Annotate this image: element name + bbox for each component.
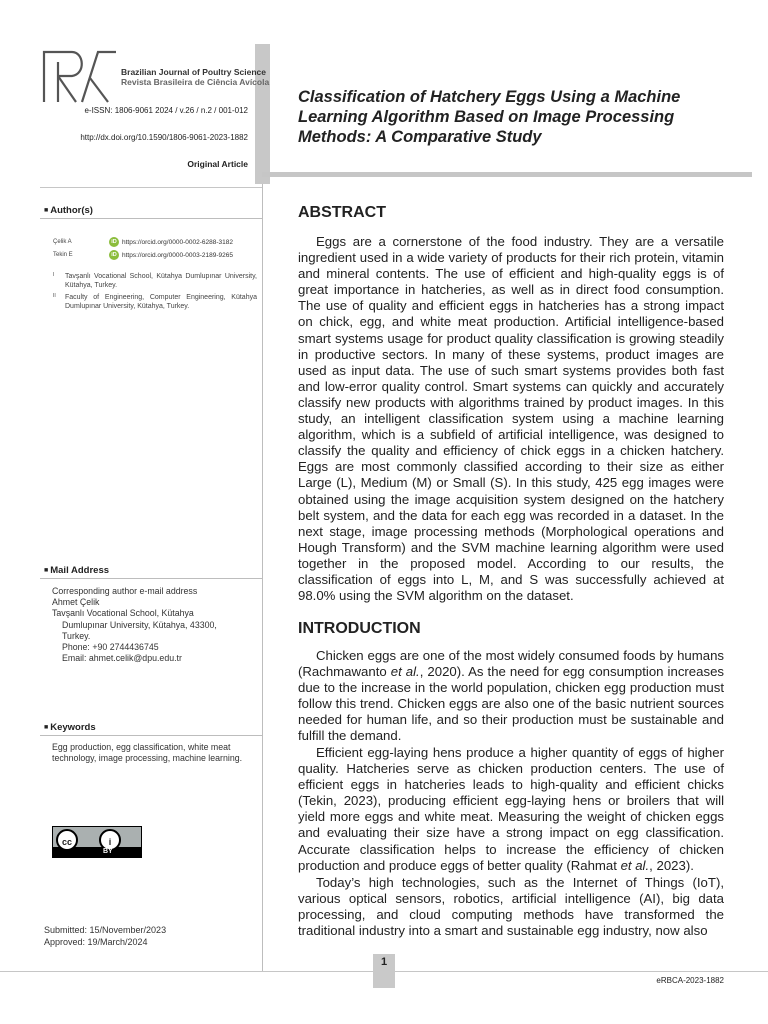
page-number: 1 [380, 956, 388, 968]
cc-icon: cc [56, 829, 78, 851]
orcid-link[interactable]: https://orcid.org/0000-0002-6288-3182 [122, 239, 233, 246]
text-run: Chicken eggs are one of the most widely consumed foods by humans (Rachmawanto [298, 648, 724, 680]
header-gray-bar [255, 44, 270, 184]
article-title: Classification of Hatchery Eggs Using a Machine Learning Algorithm Based on Image Processing Methods: A Comparative Study [298, 88, 681, 146]
issn-line: e-ISSN: 1806-9061 2024 / v.26 / n.2 / 001-012 [84, 106, 248, 115]
mail-line: Ahmet Çelik [52, 597, 100, 608]
journal-logo-icon [42, 48, 118, 104]
mail-phone: Phone: +90 2744436745 [62, 642, 159, 653]
abstract-text: Eggs are a cornerstone of the food industry. They are a versatile ingredient used in a wide variety of products for their rich protein, vitamin and mineral contents. The use of efficient and high-quality eggs is of great importance in hatcheries, as well as in direct food consumption. The use of quality and efficient eggs in hatcheries has a strong impact on chick, egg, and white meat production. Artificial intelligence-based smart systems usage for product quality classification is growing steadily in productive sectors. In many of these systems, product images are used as input data. The use of such smart systems provides both fast and low-error quality control. Smart systems can quickly and accurately classify new products with algorithms trained by product images. In this study, an intelligent classification system using a machine learning algorithm, which is a subfield of artificial intelligence, was designed to classify the quality and efficiency of chick eggs in a chicken hatchery. Eggs are most commonly classified according to their size as either Large (L), Medium (M) or Small (S). In this study, 425 egg images were obtained using the image acquisition system designed on the hatchery belt system, and the data for each egg was recorded in a dataset. In the next stage, image processing methods (Morphological operations and Hough Transform) and the SVM machine learning algorithm were used together in the proposed model. According to our results, the classification of eggs into L, M, and S was successfully achieved at 98.0% using the SVM algorithm on the dataset. [298, 234, 724, 604]
journal-name-pt: Revista Brasileira de Ciência Avícola [121, 77, 270, 87]
mail-line: Corresponding author e-mail address [52, 586, 198, 596]
introduction-heading: INTRODUCTION [298, 620, 421, 637]
approved-date: Approved: 19/March/2024 [44, 937, 148, 947]
submission-dates [44, 924, 166, 948]
intro-paragraph-2 [298, 745, 724, 874]
attribution-person-icon: i [99, 829, 121, 851]
keywords-heading-rule [40, 735, 262, 736]
title-divider [262, 172, 752, 177]
mail-heading: ■ Mail Address [44, 565, 109, 576]
cc-license-badge[interactable] [52, 826, 142, 858]
keywords-text: Egg production, egg classification, white meat technology, image processing, machine learning. [52, 742, 243, 764]
mail-heading-rule [40, 578, 262, 579]
authors-heading-rule [40, 218, 262, 219]
article-type: Original Article [187, 159, 248, 169]
authors-heading: ■ Author(s) [44, 205, 93, 216]
author-row [53, 250, 257, 262]
keywords-heading: ■ Keywords [44, 722, 96, 733]
orcid-icon: iD [109, 237, 119, 247]
affiliation-number: II [53, 293, 56, 299]
mail-line: Dumlupınar University, Kütahya, 43300, [62, 619, 217, 630]
mail-line: Tavşanlı Vocational School, Kütahya [52, 608, 194, 619]
et-al: et al. [620, 857, 650, 873]
text-run: , 2023). [649, 857, 694, 873]
author-name: Tekin E [53, 252, 73, 258]
sidebar-divider [40, 187, 262, 188]
license-by-label: BY [103, 848, 113, 855]
mail-address-block [52, 586, 262, 664]
footer-article-id: eRBCA-2023-1882 [656, 976, 724, 985]
affiliation-1 [53, 272, 257, 290]
mail-email[interactable]: Email: ahmet.celik@dpu.edu.tr [62, 653, 182, 664]
affiliation-2 [53, 293, 257, 311]
column-divider [262, 184, 263, 972]
submitted-date: Submitted: 15/November/2023 [44, 925, 167, 935]
orcid-icon: iD [109, 250, 119, 260]
journal-name-en: Brazilian Journal of Poultry Science [121, 67, 267, 77]
mail-line: Turkey. [62, 630, 91, 641]
abstract-heading: ABSTRACT [298, 204, 386, 221]
et-al: et al. [390, 664, 420, 680]
affiliation-number: I [53, 272, 55, 278]
author-name: Çelik A [53, 239, 72, 245]
author-row [53, 237, 257, 249]
text-run: , 2020). As the need for egg consumption increases due to the increase in the world population, chicken egg production must follow this trend. Chicken eggs are also one of the basic nutrient sources needed for human life, and so their production must be sustainable and fulfill the demand. [298, 664, 724, 744]
doi-link[interactable]: http://dx.doi.org/10.1590/1806-9061-2023-1882 [80, 133, 248, 142]
intro-paragraph-1 [298, 648, 724, 745]
affiliation-text: Tavşanlı Vocational School, Kütahya Dumlupınar University, Kütahya, Turkey. [65, 273, 257, 289]
text-run: Efficient egg-laying hens produce a higher quantity of eggs of higher quality. Hatcheries serve as chicken production centers. The use of efficient eggs in hatcheries leads to high-quality and efficient chicks (Tekin, 2023), producing efficient egg-laying hens or broilers that will yield more eggs and white meat. Measuring the weight of chicken eggs and evaluating their size have a strong impact on egg classification. Accurate classification helps to increase the efficiency of chicken production and produce eggs of better quality (Rahmat [298, 745, 724, 873]
orcid-link[interactable]: https://orcid.org/0000-0003-2189-9265 [122, 252, 233, 259]
intro-paragraph-3: Today’s high technologies, such as the Internet of Things (IoT), various optical sensors, robotics, artificial intelligence (AI), big data processing, and cloud computing methods have transformed the traditional industry into a smart and sustainable egg industry, now also [298, 875, 724, 939]
affiliation-text: Faculty of Engineering, Computer Engineering, Kütahya Dumlupınar University, Kütahya, Turkey. [65, 294, 257, 310]
